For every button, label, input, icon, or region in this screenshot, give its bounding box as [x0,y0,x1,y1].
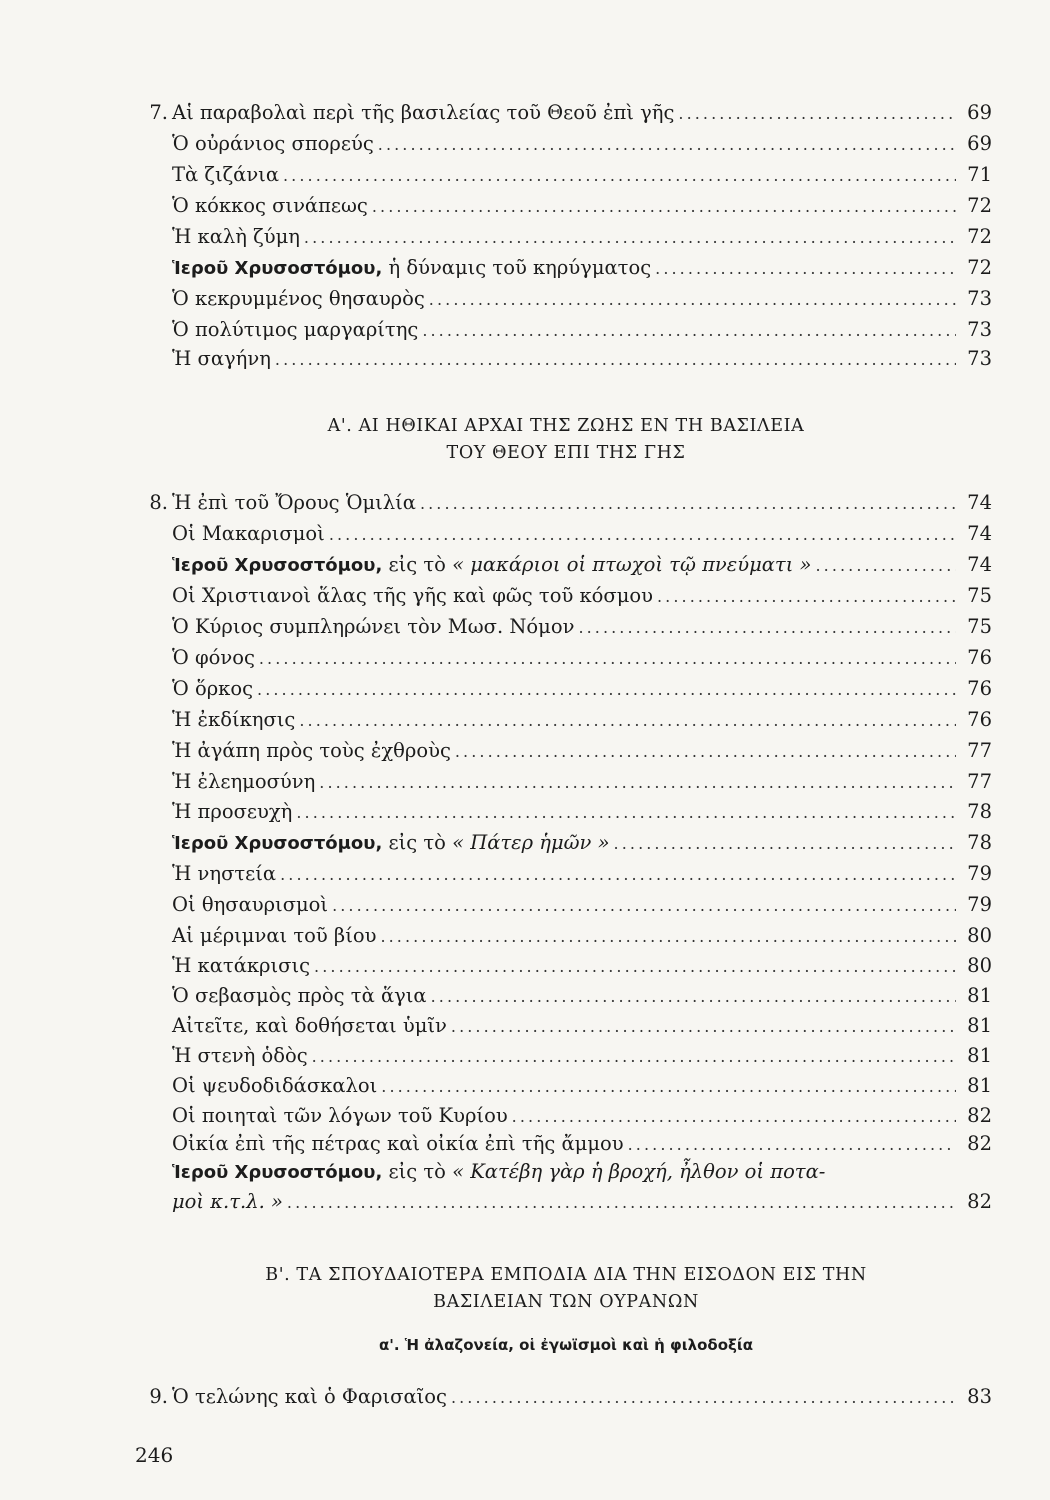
toc-entry [140,581,992,611]
toc-entry [140,828,992,858]
entry-page: 77 [967,739,992,762]
entry-page: 76 [967,708,992,731]
toc-entry [140,1129,992,1159]
entry-page: 80 [967,924,992,947]
entry-page: 69 [967,101,992,124]
entry-title: Ἡ κατάκρισις [172,954,311,977]
toc-entry [140,674,992,704]
toc-entry [140,643,992,673]
entry-page: 72 [967,225,992,248]
entry-quote: « Πάτερ ἡμῶν » [452,831,610,854]
entry-page: 81 [967,1074,992,1097]
toc-entry [140,890,992,920]
entry-page: 82 [967,1132,992,1155]
entry-page: 80 [967,954,992,977]
entry-author: Ἱεροῦ Χρυσοστόμου, [172,258,383,279]
entry-quote: « μακάριοι οἱ πτωχοὶ τῷ πνεύματι » [452,553,812,576]
entry-title: Ὁ σεβασμὸς πρὸς τὰ ἅγια [172,984,427,1007]
toc-entry-multiline [172,1157,992,1187]
entry-page: 81 [967,1014,992,1037]
entry-title: Αἱ μέριμναι τοῦ βίου [172,924,377,947]
entry-page: 72 [967,194,992,217]
toc-entry [140,160,992,190]
toc-entry [140,859,992,889]
entry-page: 81 [967,1044,992,1067]
toc-entry [140,284,992,314]
entry-title: Ἡ προσευχὴ [172,800,293,823]
entry-page: 83 [967,1385,992,1408]
toc-entry [140,981,992,1011]
entry-quote: « Κατέβη γὰρ ἡ βροχή, ἦλθον οἱ ποτα- [452,1160,826,1183]
entry-page: 82 [967,1104,992,1127]
toc-entry [140,705,992,735]
entry-title: Ἡ σαγήνη [172,347,271,370]
entry-title: Οἰκία ἐπὶ τῆς πέτρας καὶ οἰκία ἐπὶ τῆς ἄμμου [172,1132,624,1155]
entry-title: Ἡ ἀγάπη πρὸς τοὺς ἐχθροὺς [172,739,451,762]
entry-title: ἡ δύναμις τοῦ κηρύγματος [382,256,652,279]
entry-title: εἰς τὸ [382,553,453,576]
entry-title: Ἡ στενὴ ὁδὸς [172,1044,308,1067]
toc-entry [140,1011,992,1041]
entry-page: 79 [967,893,992,916]
entry-title: Οἱ ποιηταὶ τῶν λόγων τοῦ Κυρίου [172,1104,508,1127]
entry-title: Ἡ ἐλεημοσύνη [172,770,316,793]
toc-entry [140,519,992,549]
toc-entry [140,1071,992,1101]
entry-title: Αἱ παραβολαὶ περὶ τῆς βασιλείας τοῦ Θεοῦ ἐπὶ γῆς [172,101,675,124]
entry-page: 69 [967,132,992,155]
entry-page: 81 [967,984,992,1007]
chapter-number: 8. [149,491,168,514]
entry-title: Οἱ θησαυρισμοὶ [172,893,329,916]
entry-title: Ὁ κόκκος σινάπεως [172,194,368,217]
entry-title: Ἡ ἐκδίκησις [172,708,296,731]
entry-page: 78 [967,831,992,854]
heading-line: ΒΑΣΙΛΕΙΑΝ ΤΩΝ ΟΥΡΑΝΩΝ [433,1292,699,1312]
entry-quote-continued: μοὶ κ.τ.λ. » [172,1190,283,1213]
subsection-heading: α'. Ἡ ἀλαζονεία, οἱ ἐγωϊσμοὶ καὶ ἡ φιλοδοξία [378,1336,754,1354]
heading-line: Β'. ΤΑ ΣΠΟΥΔΑΙΟΤΕΡΑ ΕΜΠΟΔΙΑ ΔΙΑ ΤΗΝ ΕΙΣΟΔΟΝ ΕΙΣ ΤΗΝ [265,1265,867,1285]
entry-author: Ἱεροῦ Χρυσοστόμου, [172,833,383,854]
entry-title: εἰς τὸ [382,831,453,854]
toc-entry [140,951,992,981]
entry-title: Ὁ πολύτιμος μαργαρίτης [172,318,419,341]
entry-page: 75 [967,615,992,638]
heading-line: Α'. ΑΙ ΗΘΙΚΑΙ ΑΡΧΑΙ ΤΗΣ ΖΩΗΣ ΕΝ ΤΗ ΒΑΣΙΛΕΙΑ [327,416,805,436]
entry-title: Οἱ Χριστιανοὶ ἅλας τῆς γῆς καὶ φῶς τοῦ κόσμου [172,584,653,607]
toc-entry [140,767,992,797]
entry-page: 76 [967,677,992,700]
entry-title: Ὁ ὅρκος [172,677,254,700]
entry-page: 73 [967,347,992,370]
toc-entry [140,797,992,827]
entry-page: 71 [967,163,992,186]
entry-title: Τὰ ζιζάνια [172,163,279,186]
entry-page: 73 [967,287,992,310]
entry-title: Ὁ Κύριος συμπληρώνει τὸν Μωσ. Νόμον [172,615,575,638]
entry-page: 79 [967,862,992,885]
chapter-number: 7. [149,101,168,124]
entry-page: 75 [967,584,992,607]
entry-title: Ἡ ἐπὶ τοῦ Ὄρους Ὁμιλία [172,491,416,514]
toc-entry [140,98,992,128]
toc-entry [140,736,992,766]
entry-page: 74 [967,491,992,514]
entry-page: 74 [967,522,992,545]
entry-author: Ἱεροῦ Χρυσοστόμου, [172,1162,383,1183]
section-heading-a [140,413,992,467]
entry-page: 78 [967,800,992,823]
entry-title: Οἱ ψευδοδιδάσκαλοι [172,1074,378,1097]
entry-page: 76 [967,646,992,669]
toc-entry [140,253,992,283]
entry-title: Ὁ οὐράνιος σπορεύς [172,132,374,155]
entry-title: Ὁ κεκρυμμένος θησαυρὸς [172,287,425,310]
toc-entry [140,550,992,580]
entry-title: Ἡ καλὴ ζύμη [172,225,300,248]
entry-author: Ἱεροῦ Χρυσοστόμου, [172,555,383,576]
page-number: 246 [135,1443,174,1467]
toc-entry [140,1187,992,1217]
section-heading-b [140,1262,992,1316]
entry-page: 82 [967,1190,992,1213]
entry-page: 72 [967,256,992,279]
chapter-number: 9. [149,1385,168,1408]
toc-entry [140,191,992,221]
toc-entry [140,222,992,252]
entry-page: 73 [967,318,992,341]
entry-title: Ἡ νηστεία [172,862,277,885]
entry-title: εἰς τὸ [382,1160,453,1183]
toc-entry [140,921,992,951]
entry-page: 74 [967,553,992,576]
toc-entry [140,315,992,345]
toc-entry [140,488,992,518]
entry-title: Ὁ φόνος [172,646,255,669]
toc-entry [140,1382,992,1412]
toc-entry [140,344,992,374]
toc-entry [140,612,992,642]
toc-entry [140,129,992,159]
entry-title: Οἱ Μακαρισμοὶ [172,522,325,545]
heading-line: ΤΟΥ ΘΕΟΥ ΕΠΙ ΤΗΣ ΓΗΣ [446,443,686,463]
entry-title: Ὁ τελώνης καὶ ὁ Φαρισαῖος [172,1385,447,1408]
entry-title: Αἰτεῖτε, καὶ δοθήσεται ὑμῖν [172,1014,447,1037]
toc-entry [140,1101,992,1131]
entry-page: 77 [967,770,992,793]
toc-entry [140,1041,992,1071]
